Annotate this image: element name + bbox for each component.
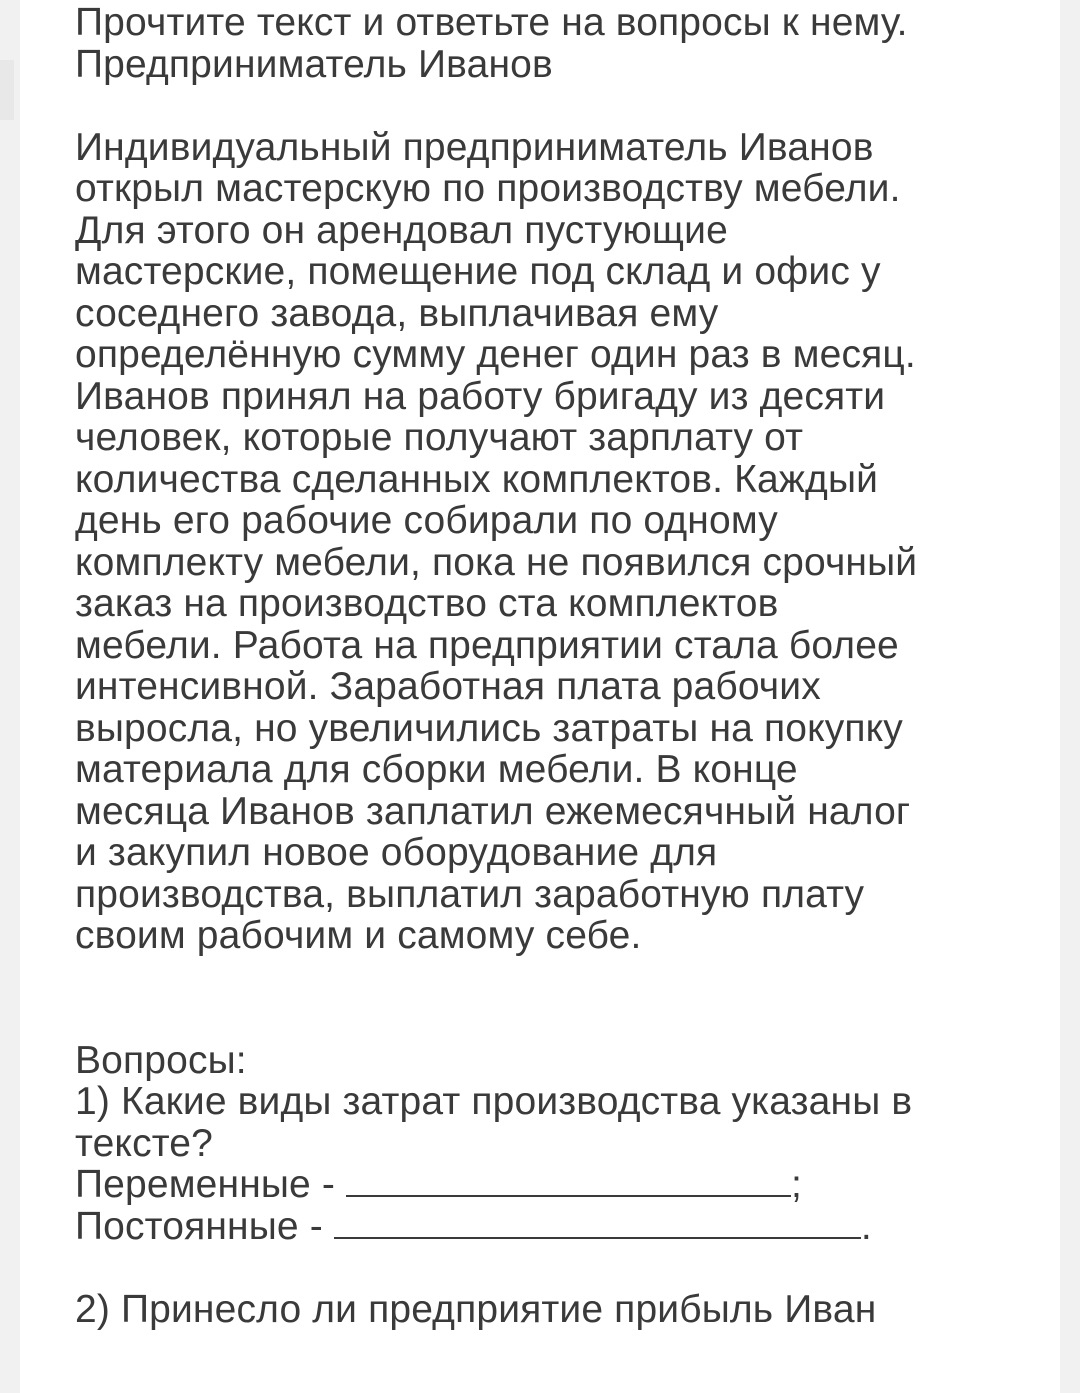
text-line: Индивидуальный предприниматель Иванов [75, 125, 874, 169]
text-line: и закупил новое оборудование для [75, 831, 718, 874]
fixed-costs-end: . [860, 1204, 872, 1248]
text-line: соседнего завода, выплачивая ему [75, 291, 719, 335]
spacer [75, 1247, 1065, 1289]
variable-costs-answer-row [75, 1164, 1065, 1206]
question-2: 2) Принесло ли предприятие прибыль Иван [75, 1287, 877, 1331]
text-line: открыл мастерскую по производству мебели. [75, 167, 901, 210]
fixed-costs-label: Постоянные - [75, 1204, 334, 1248]
text-line: день его рабочие собирали по одному [75, 499, 778, 542]
text-line: мебели. Работа на предприятии стала более [75, 623, 899, 667]
fixed-costs-answer-row [75, 1206, 1065, 1248]
spacer [75, 957, 1065, 1040]
text-line: интенсивной. Заработная плата рабочих [75, 665, 821, 708]
question-1-line-2: тексте? [75, 1121, 213, 1165]
text-line: выросла, но увеличились затраты на покупку [75, 706, 903, 750]
task-instruction: Прочтите текст и ответьте на вопросы к нему. [75, 1, 908, 44]
variable-costs-end: ; [791, 1163, 803, 1206]
text-line: определённую сумму денег один раз в месяц. [75, 333, 916, 376]
text-line: своим рабочим и самому себе. [75, 914, 642, 957]
variable-costs-blank[interactable] [346, 1165, 791, 1197]
question-1-line-1: 1) Какие виды затрат производства указаны в [75, 1080, 913, 1123]
text-line: заказ на производство ста комплектов [75, 582, 779, 625]
document-content [75, 2, 1065, 1330]
text-line: мастерские, помещение под склад и офис у [75, 250, 881, 293]
text-line: материала для сборки мебели. В конце [75, 748, 798, 791]
text-line: комплекту мебели, пока не появился срочный [75, 540, 918, 584]
questions-heading: Вопросы: [75, 1038, 247, 1082]
text-line: Для этого он арендовал пустующие [75, 208, 728, 252]
left-edge-shadow [0, 60, 14, 120]
text-line: производства, выплатил заработную плату [75, 872, 865, 916]
spacer [75, 85, 1065, 127]
text-line: количества сделанных комплектов. Каждый [75, 457, 879, 501]
text-line: месяца Иванов заплатил ежемесячный налог [75, 789, 911, 833]
text-line: человек, которые получают зарплату от [75, 416, 804, 459]
text-line: Иванов принял на работу бригаду из десяти [75, 374, 886, 418]
variable-costs-label: Переменные - [75, 1163, 347, 1206]
questions-section [75, 1040, 1065, 1331]
text-title: Предприниматель Иванов [75, 42, 553, 86]
fixed-costs-blank[interactable] [334, 1207, 861, 1239]
text-body [75, 127, 1065, 957]
